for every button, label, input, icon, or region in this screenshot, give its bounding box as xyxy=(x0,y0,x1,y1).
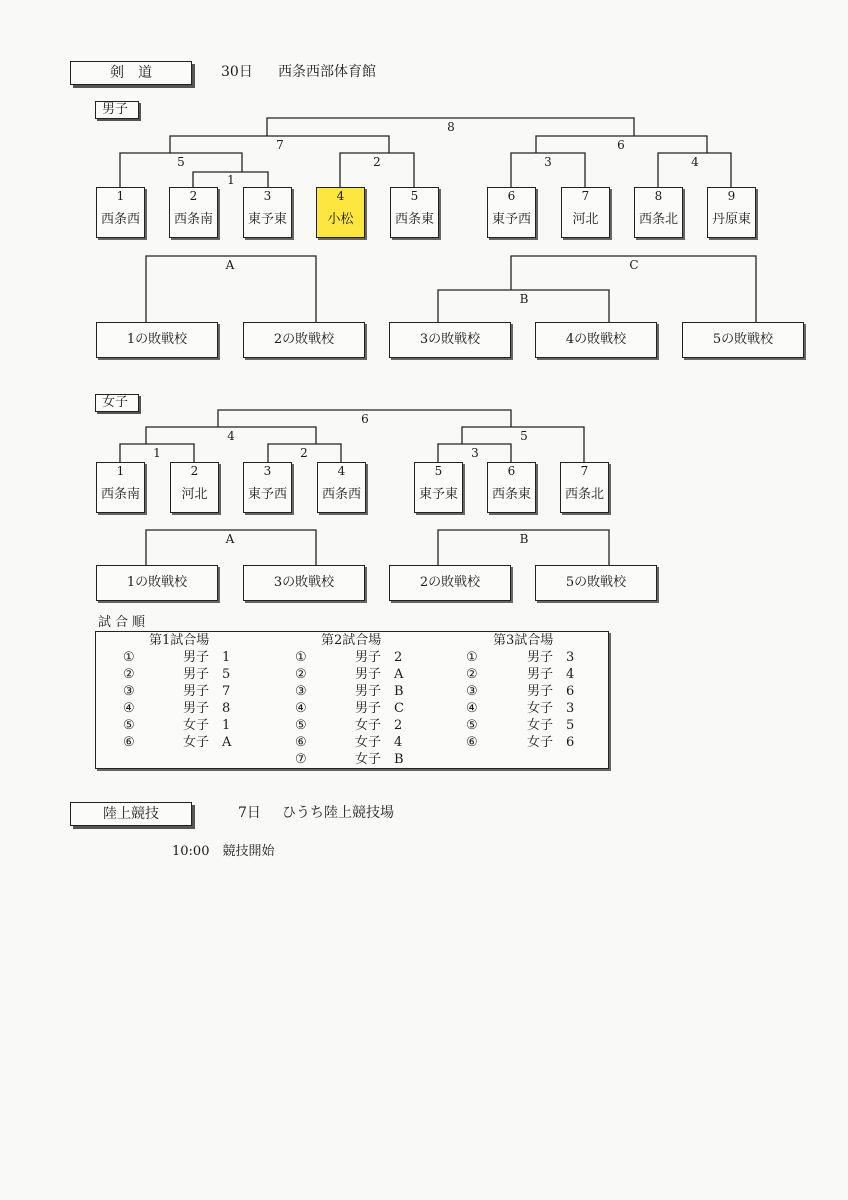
girls-consolation-label-a: A xyxy=(225,532,235,546)
girls-team-4 xyxy=(317,462,366,513)
court-1-row-6-no: ⑥ xyxy=(123,735,135,750)
girls-team-1 xyxy=(96,462,145,513)
team-number: 1 xyxy=(116,464,125,478)
team-number: 1 xyxy=(116,189,125,203)
boys-match-label-5: 5 xyxy=(177,155,185,169)
court-3-row-3-no: ③ xyxy=(466,684,478,699)
team-name: 西条北 xyxy=(564,487,604,502)
court-2-row-4-no: ④ xyxy=(295,701,307,716)
girls-match-label-4: 4 xyxy=(227,429,235,443)
track-title: 陸上競技 xyxy=(103,806,159,822)
court-2-row-5-no: ⑤ xyxy=(295,718,307,733)
girls-match-label-2: 2 xyxy=(300,446,308,460)
team-name: 西条南 xyxy=(173,212,213,227)
court-3-row-5-match: 女子 5 xyxy=(527,718,575,733)
court-2-row-3-match: 男子 B xyxy=(355,684,404,699)
boys-match-label-2: 2 xyxy=(373,155,381,169)
court-2-row-6-match: 女子 4 xyxy=(355,735,403,750)
match-order-title: 試合順 xyxy=(98,615,150,630)
team-name: 西条北 xyxy=(638,212,678,227)
team-number: 4 xyxy=(337,464,346,478)
team-name: 東予西 xyxy=(491,212,531,227)
court-2-row-2-no: ② xyxy=(295,667,307,682)
court-3-row-2-no: ② xyxy=(466,667,478,682)
girls-team-2 xyxy=(170,462,219,513)
court-1-row-4-match: 男子 8 xyxy=(183,701,231,716)
boys-match-label-8: 8 xyxy=(447,120,455,134)
court-3-row-6-match: 女子 6 xyxy=(527,735,575,750)
boys-loser-box-2: 2の敗戦校 xyxy=(243,322,365,358)
court-3-row-4-no: ④ xyxy=(466,701,478,716)
girls-team-5 xyxy=(414,462,463,513)
team-name: 河北 xyxy=(181,487,208,502)
court-2-row-6-no: ⑥ xyxy=(295,735,307,750)
track-venue: ひうち陸上競技場 xyxy=(282,805,394,821)
boys-consolation-label-c: C xyxy=(629,258,639,272)
girls-match-label-1: 1 xyxy=(153,446,161,460)
track-start-time: 10:00 競技開始 xyxy=(172,844,275,859)
boys-match-label-3: 3 xyxy=(544,155,552,169)
team-number: 8 xyxy=(654,189,663,203)
court-1-row-3-match: 男子 7 xyxy=(183,684,231,699)
court-2-row-3-no: ③ xyxy=(295,684,307,699)
court-2-row-5-match: 女子 2 xyxy=(355,718,403,733)
court-2-row-7-no: ⑦ xyxy=(295,752,307,767)
court-3-row-6-no: ⑥ xyxy=(466,735,478,750)
team-number: 9 xyxy=(727,189,736,203)
team-number: 5 xyxy=(410,189,419,203)
court-1-row-6-match: 女子 A xyxy=(183,735,232,750)
team-name: 小松 xyxy=(327,212,354,227)
team-name: 河北 xyxy=(572,212,599,227)
court-3-row-3-match: 男子 6 xyxy=(527,684,575,699)
girls-loser-box-4: 5の敗戦校 xyxy=(535,565,657,601)
team-number: 2 xyxy=(189,189,198,203)
girls-team-6 xyxy=(487,462,536,513)
track-title-box xyxy=(70,802,192,826)
court-3-row-1-match: 男子 3 xyxy=(527,650,575,665)
team-name: 東予東 xyxy=(247,212,287,227)
team-number: 7 xyxy=(580,464,589,478)
boys-consolation-label-b: B xyxy=(519,292,529,306)
kendo-venue: 西条西部体育館 xyxy=(278,64,376,80)
boys-match-label-6: 6 xyxy=(617,138,625,152)
boys-loser-box-1: 1の敗戦校 xyxy=(96,322,218,358)
boys-section-label: 男子 xyxy=(95,101,139,119)
team-number: 6 xyxy=(507,464,516,478)
team-name: 東予西 xyxy=(247,487,287,502)
court-3-row-5-no: ⑤ xyxy=(466,718,478,733)
girls-loser-box-3: 2の敗戦校 xyxy=(389,565,511,601)
court-2-heading: 第2試合場 xyxy=(321,633,382,648)
boys-consolation-label-a: A xyxy=(225,258,235,272)
team-name: 西条西 xyxy=(100,212,140,227)
team-name: 西条東 xyxy=(491,487,531,502)
court-1-row-4-no: ④ xyxy=(123,701,135,716)
boys-match-label-4: 4 xyxy=(691,155,699,169)
court-3-row-1-no: ① xyxy=(466,650,478,665)
court-2-row-1-no: ① xyxy=(295,650,307,665)
court-3-heading: 第3試合場 xyxy=(493,633,554,648)
match-order-table xyxy=(95,631,609,769)
court-3-row-4-match: 女子 3 xyxy=(527,701,575,716)
court-1-row-2-match: 男子 5 xyxy=(183,667,231,682)
girls-match-label-5: 5 xyxy=(520,429,528,443)
kendo-title: 剣 道 xyxy=(110,65,152,81)
team-name: 丹原東 xyxy=(711,212,751,227)
girls-loser-box-2: 3の敗戦校 xyxy=(243,565,365,601)
boys-loser-box-5: 5の敗戦校 xyxy=(682,322,804,358)
team-number: 4 xyxy=(336,189,345,203)
boys-match-label-1: 1 xyxy=(227,173,235,187)
court-2-row-2-match: 男子 A xyxy=(355,667,404,682)
girls-match-label-3: 3 xyxy=(471,446,479,460)
court-1-row-1-match: 男子 1 xyxy=(183,650,231,665)
court-1-row-3-no: ③ xyxy=(123,684,135,699)
team-number: 3 xyxy=(263,189,272,203)
team-number: 2 xyxy=(190,464,199,478)
court-2-row-1-match: 男子 2 xyxy=(355,650,403,665)
team-name: 西条南 xyxy=(100,487,140,502)
boys-loser-box-4: 4の敗戦校 xyxy=(535,322,657,358)
team-name: 西条西 xyxy=(321,487,361,502)
team-number: 6 xyxy=(507,189,516,203)
court-1-row-5-no: ⑤ xyxy=(123,718,135,733)
track-date: 7日 xyxy=(238,805,261,821)
team-name: 西条東 xyxy=(394,212,434,227)
team-number: 7 xyxy=(581,189,590,203)
court-1-row-1-no: ① xyxy=(123,650,135,665)
court-1-heading: 第1試合場 xyxy=(149,633,210,648)
girls-consolation-label-b: B xyxy=(519,532,529,546)
kendo-date: 30日 xyxy=(221,64,253,80)
boys-loser-box-3: 3の敗戦校 xyxy=(389,322,511,358)
girls-match-label-6: 6 xyxy=(361,412,369,426)
boys-match-label-7: 7 xyxy=(276,138,284,152)
court-2-row-4-match: 男子 C xyxy=(355,701,404,716)
court-1-row-5-match: 女子 1 xyxy=(183,718,231,733)
girls-section-label: 女子 xyxy=(95,394,139,412)
court-1-row-2-no: ② xyxy=(123,667,135,682)
team-name: 東予東 xyxy=(418,487,458,502)
girls-loser-box-1: 1の敗戦校 xyxy=(96,565,218,601)
girls-team-3 xyxy=(243,462,292,513)
court-2-row-7-match: 女子 B xyxy=(355,752,404,767)
court-3-row-2-match: 男子 4 xyxy=(527,667,575,682)
team-number: 5 xyxy=(434,464,443,478)
team-number: 3 xyxy=(263,464,272,478)
girls-team-7 xyxy=(560,462,609,513)
